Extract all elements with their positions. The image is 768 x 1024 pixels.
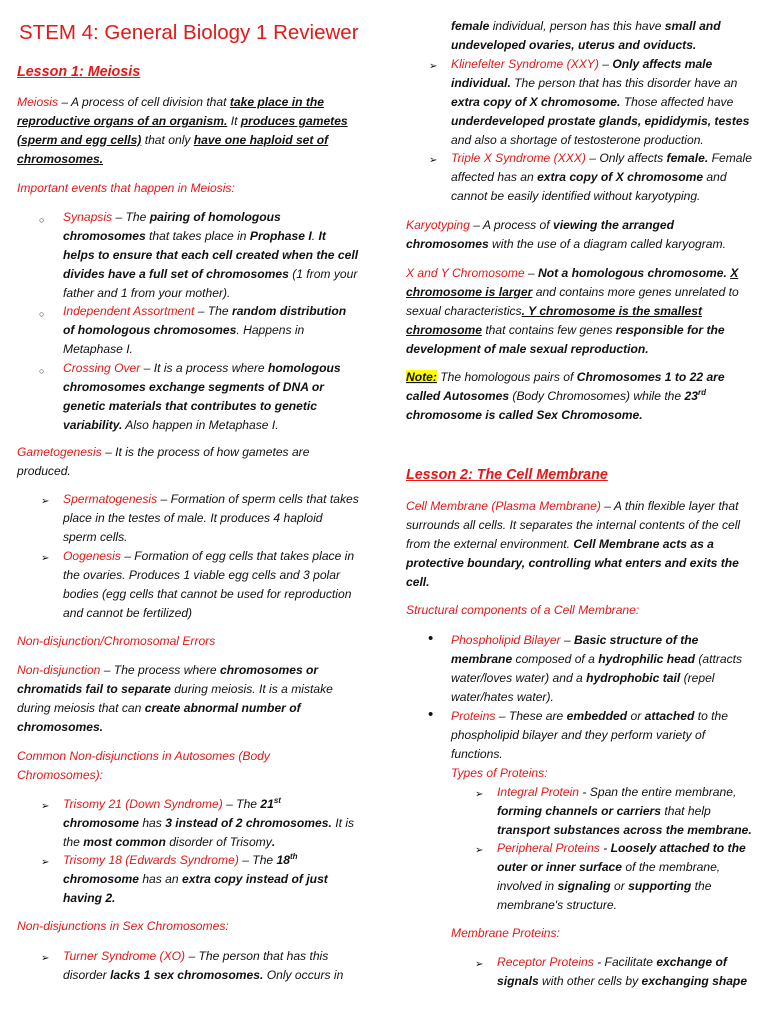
- meiosis-definition: Meiosis – A process of cell division that take place in the reproductive organs of an organism. It produces gametes (sperm and egg cells) that only have one haploid set of chromosomes.: [17, 95, 348, 166]
- triple-x-item: Triple X Syndrome (XXX) – Only affects female. Female affected has an extra copy of X chromosome and cannot be easily identified without karyotyping.: [451, 151, 752, 203]
- arrow-bullet-icon: ➢: [41, 857, 50, 868]
- independent-assortment-item: Independent Assortment – The random distribution of homologous chromosomes. Happens in Metaphase I.: [63, 304, 347, 356]
- synapsis-item: Synapsis – The pairing of homologous chromosomes that takes place in Prophase I. It helps to ensure that each cell created when the cell divides have a full set of chromosomes (1 from your father and 1 from your mother).: [63, 210, 359, 300]
- turner-syndrome-continued: female individual, person has this have small and undeveloped ovaries, uterus and oviducts.: [451, 19, 721, 52]
- arrow-bullet-icon: ➢: [41, 496, 50, 507]
- gametogenesis-definition: Gametogenesis – It is the process of how gametes are produced.: [17, 445, 310, 478]
- sex-chromosomes-heading: Non-disjunctions in Sex Chromosomes:: [17, 919, 229, 933]
- structural-components-heading: Structural components of a Cell Membrane:: [406, 603, 640, 617]
- membrane-proteins-heading: Membrane Proteins:: [451, 926, 560, 940]
- circle-bullet-icon: ○: [39, 309, 45, 319]
- trisomy-21-item: Trisomy 21 (Down Syndrome) – The 21st chromosome has 3 instead of 2 chromosomes. It is the most common disorder of Trisomy.: [63, 795, 355, 849]
- arrow-bullet-icon: ➢: [41, 553, 50, 564]
- proteins-item: Proteins – These are embedded or attached to the phospholipid bilayer and they perform variety of functions.: [451, 709, 728, 761]
- nondisjunction-heading: Non-disjunction/Chromosomal Errors: [17, 634, 216, 648]
- arrow-bullet-icon: ➢: [475, 789, 484, 800]
- arrow-bullet-icon: ➢: [429, 155, 438, 166]
- integral-protein-item: Integral Protein - Span the entire membrane, forming channels or carriers that help transport substances across the membrane.: [497, 785, 752, 837]
- note-paragraph: Note: The homologous pairs of Chromosomes 1 to 22 are called Autosomes (Body Chromosomes) while the 23rd chromosome is called Sex Chromosome.: [406, 370, 725, 422]
- crossing-over-item: Crossing Over – It is a process where homologous chromosomes exchange segments of DNA or genetic materials that contributes to genetic variability. Also happen in Metaphase I.: [63, 361, 341, 432]
- phospholipid-item: Phospholipid Bilayer – Basic structure of the membrane composed of a hydrophilic head (attracts water/loves water) and a hydrophobic tail (repel water/hates water).: [451, 633, 743, 704]
- bullet-dot-icon: •: [428, 706, 434, 723]
- cell-membrane-definition: Cell Membrane (Plasma Membrane) – A thin flexible layer that surrounds all cells. It separates the internal contents of the cell from the external environment. Cell Membrane acts as a protective boundary, controlling what enters and exits the cell.: [406, 499, 741, 589]
- receptor-proteins-item: Receptor Proteins - Facilitate exchange of signals with other cells by exchanging shape: [497, 955, 748, 988]
- karyotyping-definition: Karyotyping – A process of viewing the arranged chromosomes with the use of a diagram called karyogram.: [406, 218, 726, 251]
- note-label: Note:: [406, 370, 437, 384]
- events-heading: Important events that happen in Meiosis:: [17, 181, 235, 195]
- xy-chromosome-definition: X and Y Chromosome – Not a homologous chromosome. X chromosome is larger and contains more genes unrelated to sexual characteristics. Y chromosome is the smallest chromosome that contains few genes responsible for the development of male sexual reproduction.: [406, 266, 739, 356]
- lesson-1-heading: Lesson 1: Meiosis: [17, 64, 141, 80]
- lesson-2-heading: Lesson 2: The Cell Membrane: [406, 467, 608, 483]
- autosomes-heading: Common Non-disjunctions in Autosomes (Body Chromosomes):: [17, 749, 270, 782]
- spermatogenesis-item: Spermatogenesis – Formation of sperm cells that takes place in the testes of male. It produces 4 haploid sperm cells.: [63, 492, 359, 544]
- circle-bullet-icon: ○: [39, 366, 45, 376]
- circle-bullet-icon: ○: [39, 215, 45, 225]
- nondisjunction-definition: Non-disjunction – The process where chromosomes or chromatids fail to separate during meiosis. It is a mistake during meiosis that can create abnormal number of chromosomes.: [17, 663, 333, 734]
- document-title: STEM 4: General Biology 1 Reviewer: [19, 21, 359, 44]
- arrow-bullet-icon: ➢: [475, 845, 484, 856]
- arrow-bullet-icon: ➢: [41, 801, 50, 812]
- klinefelter-item: Klinefelter Syndrome (XXY) – Only affects male individual. The person that has this disorder have an extra copy of X chromosome. Those affected have underdeveloped prostate glands, epididymis, testes and also a shortage of testosterone production.: [451, 57, 750, 147]
- peripheral-protein-item: Peripheral Proteins - Loosely attached to the outer or inner surface of the membrane, involved in signaling or supporting the membrane's structure.: [497, 841, 746, 912]
- bullet-dot-icon: •: [428, 630, 434, 647]
- types-of-proteins-heading: Types of Proteins:: [451, 766, 548, 780]
- arrow-bullet-icon: ➢: [429, 61, 438, 72]
- arrow-bullet-icon: ➢: [475, 959, 484, 970]
- trisomy-18-item: Trisomy 18 (Edwards Syndrome) – The 18th chromosome has an extra copy instead of just having 2.: [63, 851, 328, 905]
- turner-syndrome-item: Turner Syndrome (XO) – The person that has this disorder lacks 1 sex chromosomes. Only occurs in: [63, 949, 344, 982]
- arrow-bullet-icon: ➢: [41, 953, 50, 964]
- oogenesis-item: Oogenesis – Formation of egg cells that takes place in the ovaries. Produces 1 viable egg cells and 3 polar bodies (egg cells that cannot be used for reproduction and cannot be fertilized): [63, 549, 355, 620]
